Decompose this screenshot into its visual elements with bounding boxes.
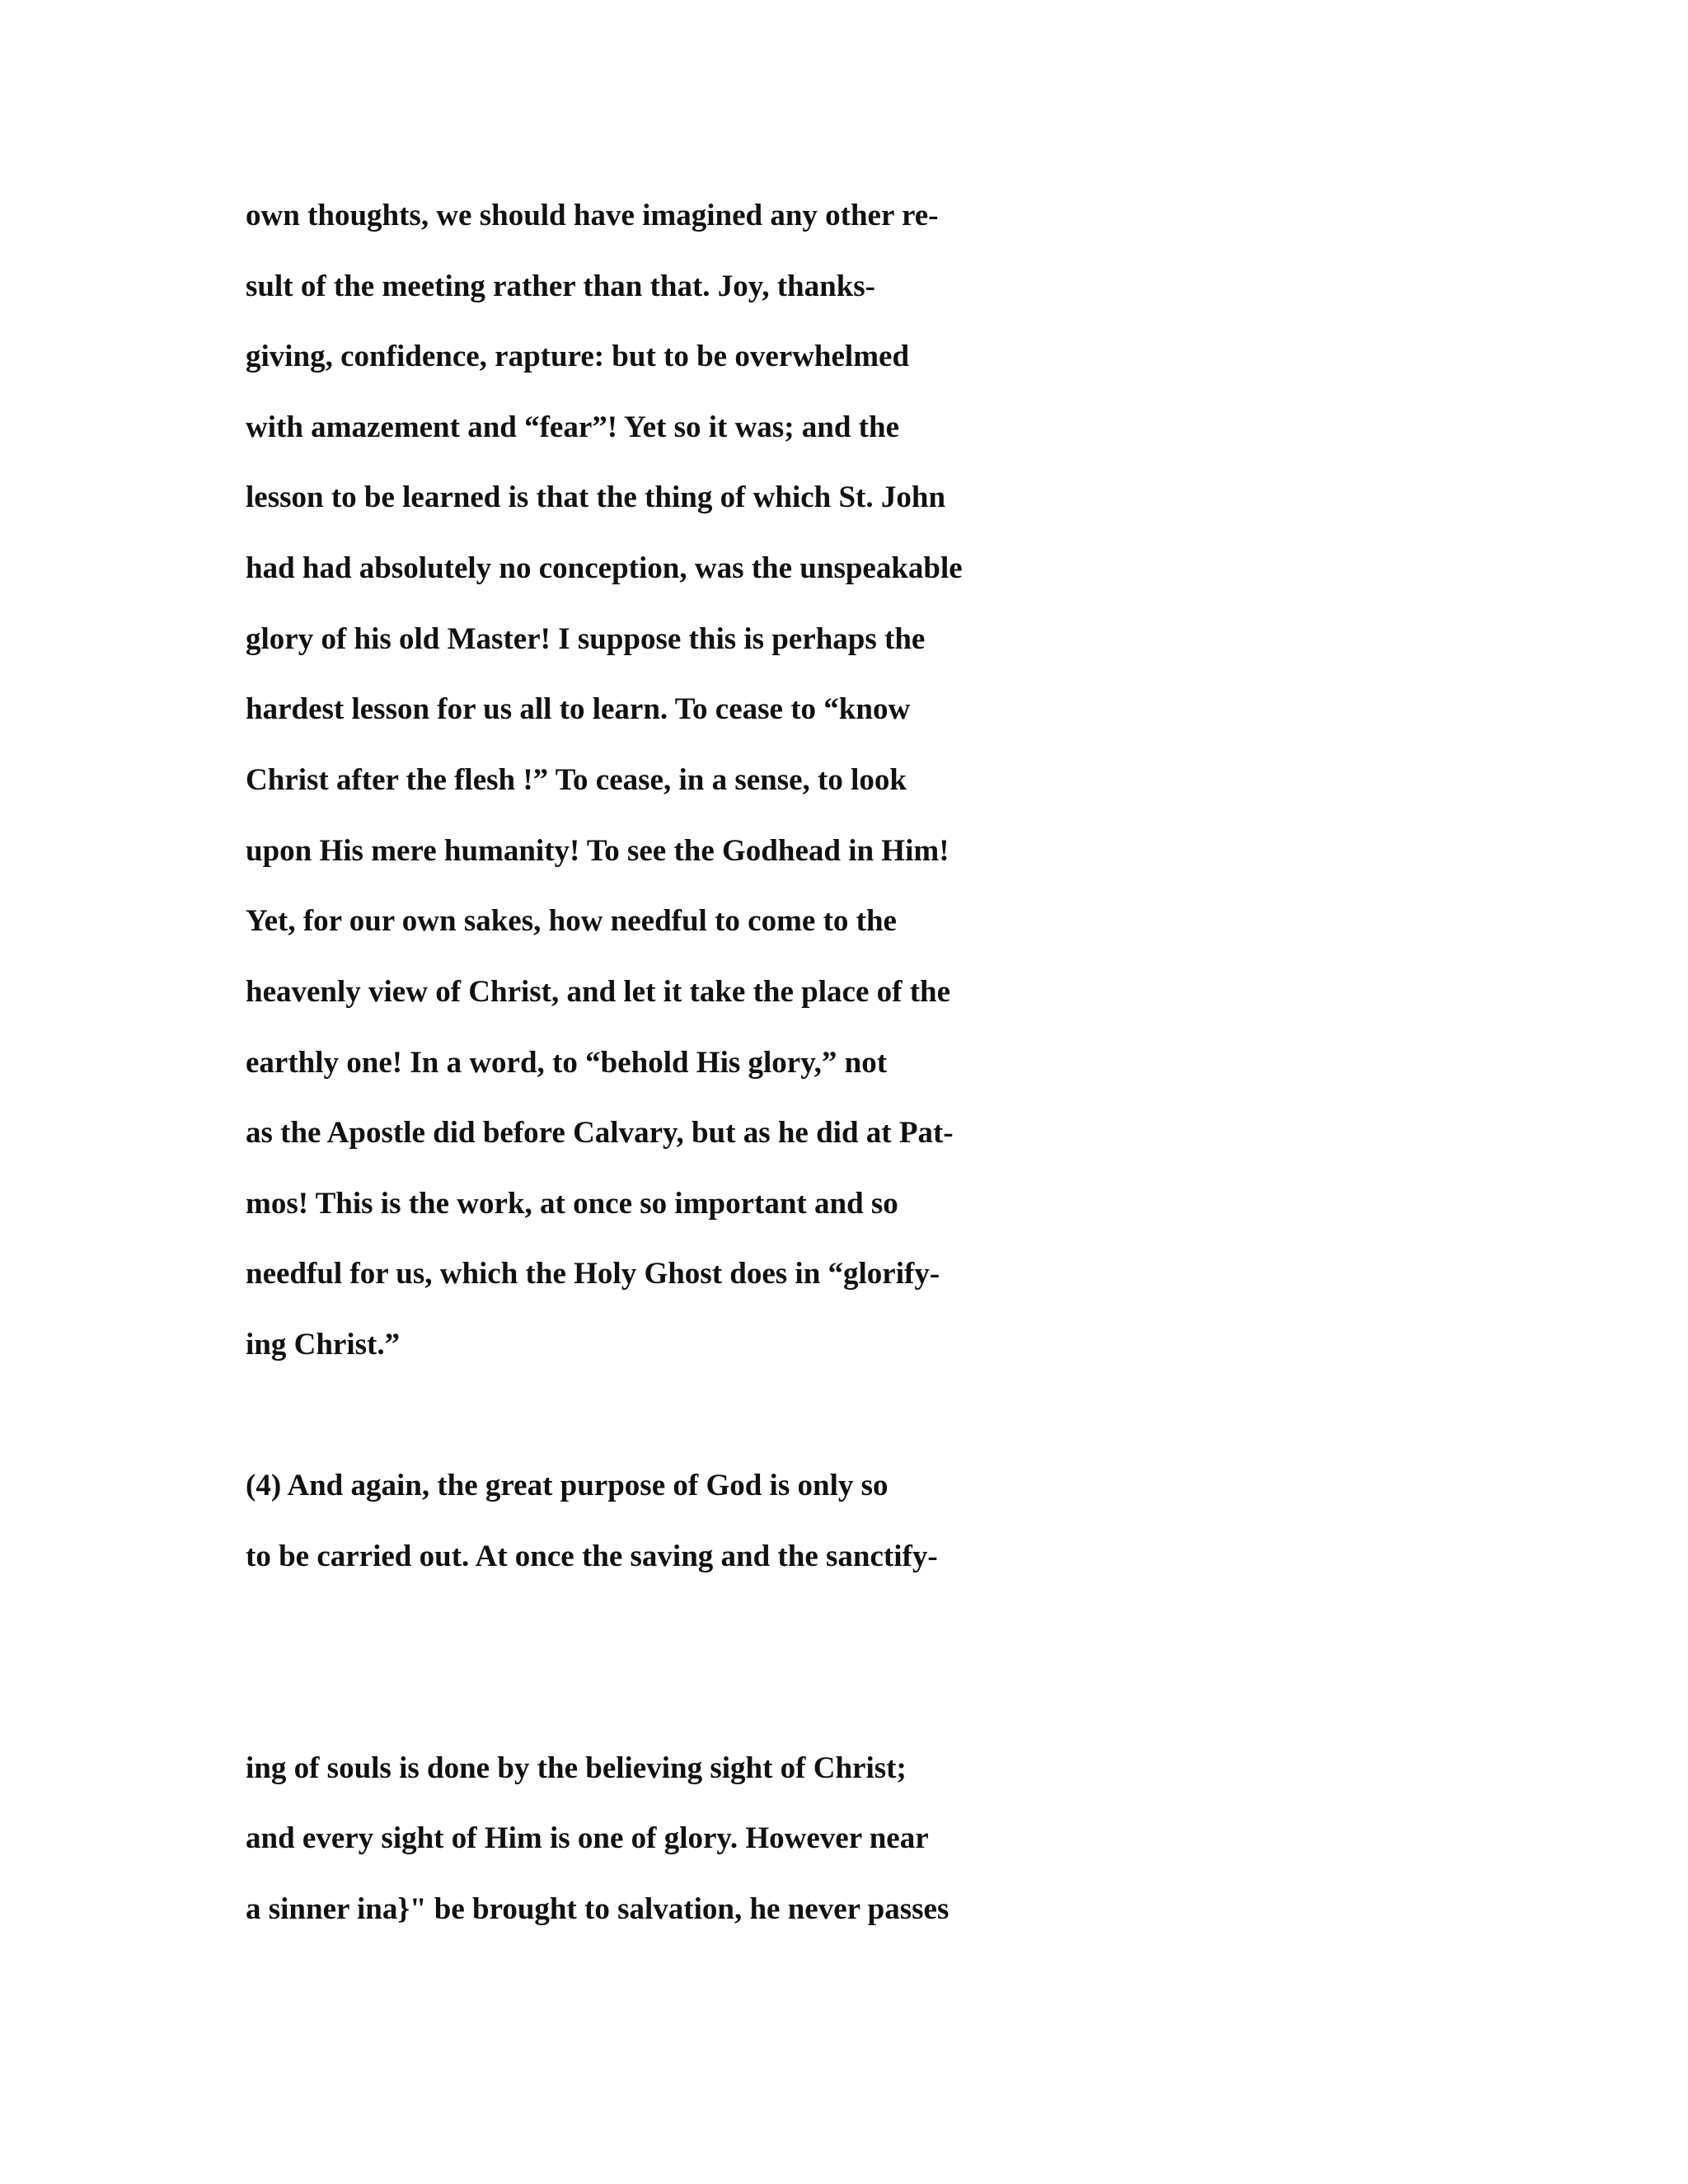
text-line: needful for us, which the Holy Ghost does in “glorify- [246, 1257, 940, 1291]
text-line: upon His mere humanity! To see the Godhead in Him! [246, 834, 950, 868]
text-line: hardest lesson for us all to learn. To cease to “know [246, 692, 911, 726]
text-line: a sinner ina}" be brought to salvation, he never passes [246, 1892, 950, 1926]
text-line: to be carried out. At once the saving and the sanctify- [246, 1540, 938, 1573]
text-line: Yet, for our own sakes, how needful to come to the [246, 904, 897, 938]
text-line: sult of the meeting rather than that. Joy, thanks- [246, 269, 875, 303]
text-line: and every sight of Him is one of glory. However near [246, 1821, 929, 1855]
text-line: mos! This is the work, at once so important and so [246, 1187, 898, 1221]
text-line: ing Christ.” [246, 1328, 401, 1361]
text-line: heavenly view of Christ, and let it take the place of the [246, 975, 951, 1009]
text-line: glory of his old Master! I suppose this is perhaps the [246, 622, 926, 656]
text-line: Christ after the flesh !” To cease, in a sense, to look [246, 763, 907, 797]
text-line: lesson to be learned is that the thing of which St. John [246, 480, 946, 514]
text-line: own thoughts, we should have imagined any other re- [246, 199, 939, 232]
text-line: as the Apostle did before Calvary, but as he did at Pat- [246, 1116, 954, 1150]
text-line: (4) And again, the great purpose of God is only so [246, 1469, 889, 1502]
text-line: giving, confidence, rapture: but to be overwhelmed [246, 340, 910, 373]
text-line: earthly one! In a word, to “behold His glory,” not [246, 1046, 888, 1080]
text-line: with amazement and “fear”! Yet so it was; and the [246, 410, 900, 444]
text-line: ing of souls is done by the believing sight of Christ; [246, 1751, 907, 1785]
text-line: had had absolutely no conception, was the unspeakable [246, 551, 963, 585]
